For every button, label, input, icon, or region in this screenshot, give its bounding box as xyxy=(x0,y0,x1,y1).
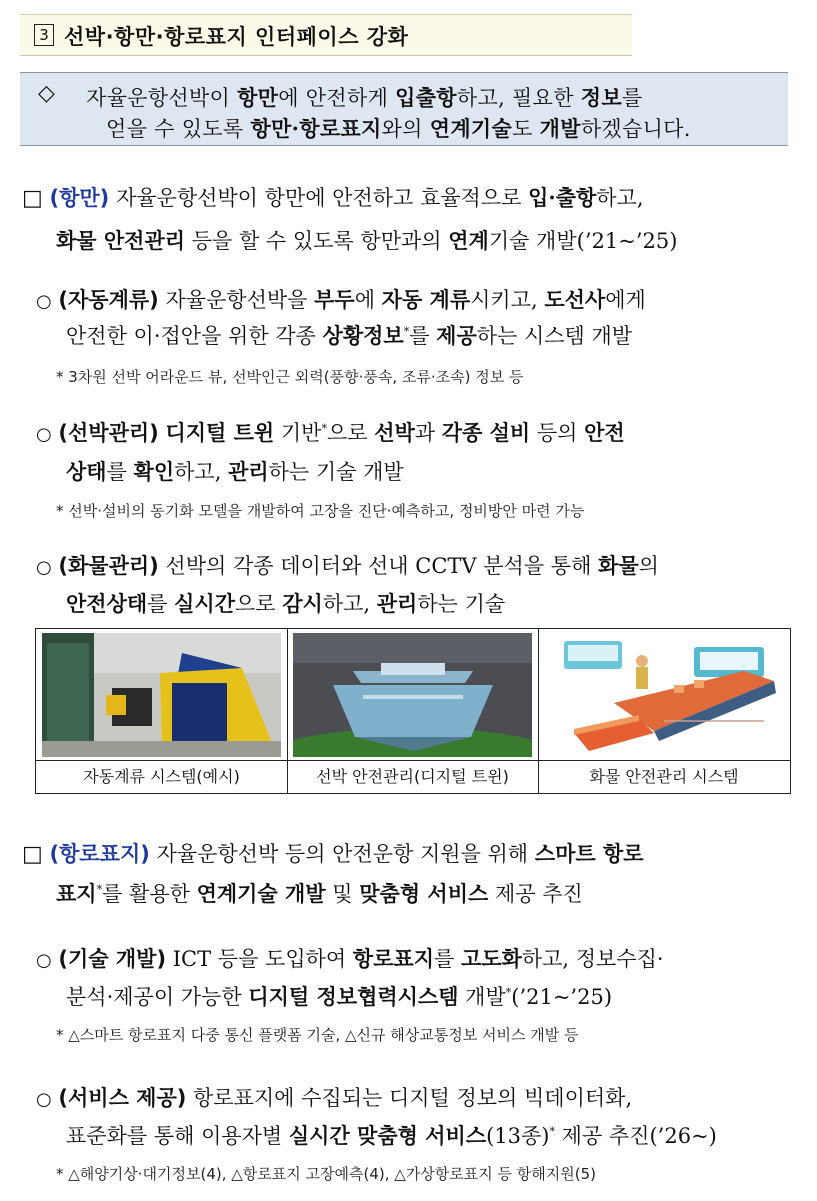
image-caption: 화물 안전관리 시스템 xyxy=(538,760,790,793)
aton-item-tech-line-2: 분석·제공이 가능한 디지털 정보협력시스템 개발*(’21~’25) xyxy=(66,984,613,1009)
port-item-ship-note: * 선박·설비의 동기화 모델을 개발하여 고장을 진단·예측하고, 정비방안 마련 가능 xyxy=(56,502,585,520)
port-item-cargo-line-2: 안전상태를 실시간으로 감시하고, 관리하는 기술 xyxy=(66,591,506,616)
image-table xyxy=(35,628,791,794)
section-title: 선박·항만·항로표지 인터페이스 강화 xyxy=(64,25,409,49)
aton-category-label: 항로표지 xyxy=(59,842,141,866)
image-cell-cargo xyxy=(538,629,790,793)
section-header xyxy=(20,14,632,56)
aton-item-service-line-1: ○ (서비스 제공) 항로표지에 수집되는 디지털 정보의 빅데이터화, xyxy=(36,1086,633,1110)
auto-mooring-photo xyxy=(42,633,281,757)
port-item-mooring-line-2: 안전한 이·접안을 위한 각종 상황정보*를 제공하는 시스템 개발 xyxy=(66,323,633,348)
port-heading-line-2: 화물 안전관리 등을 할 수 있도록 항만과의 연계기술 개발(’21~’25) xyxy=(56,228,678,253)
image-caption: 자동계류 시스템(예시) xyxy=(36,760,287,793)
image-caption: 선박 안전관리(디지털 트윈) xyxy=(287,760,538,793)
aton-item-tech-line-1: ○ (기술 개발) ICT 등을 도입하여 항로표지를 고도화하고, 정보수집· xyxy=(36,946,664,971)
port-item-mooring-line-1: ○ (자동계류) 자율운항선박을 부두에 자동 계류시키고, 도선사에게 xyxy=(36,287,646,312)
checkbox-square-icon: □ xyxy=(22,186,43,211)
cargo-safety-illustration xyxy=(544,633,784,757)
image-cell-mooring xyxy=(36,629,288,793)
summary-box xyxy=(20,72,788,146)
port-heading-line-1: □ (항만) 자율운항선박이 항만에 안전하고 효율적으로 입·출항하고, xyxy=(22,185,644,211)
ship-digital-twin-image xyxy=(293,633,532,757)
diamond-icon: ◇ xyxy=(38,81,55,106)
aton-heading-line-2: 표지*를 활용한 연계기술 개발 및 맞춤형 서비스 제공 추진 xyxy=(56,881,583,906)
aton-item-service-line-2: 표준화를 통해 이용자별 실시간 맞춤형 서비스(13종)* 제공 추진(’26~) xyxy=(66,1123,717,1148)
summary-line-2: 얻을 수 있도록 항만·항로표지와의 연계기술도 개발하겠습니다. xyxy=(106,116,691,141)
port-item-cargo-line-1: ○ (화물관리) 선박의 각종 데이터와 선내 CCTV 분석을 통해 화물의 xyxy=(36,553,659,578)
aton-item-service-note: * △해양기상·대기정보(4), △항로표지 고장예측(4), △가상항로표지 등 항해지원(5) xyxy=(56,1165,596,1183)
port-item-mooring-note: * 3차원 선박 어라운드 뷰, 선박인근 외력(풍향·풍속, 조류·조속) 정보 등 xyxy=(56,368,524,386)
circle-bullet-icon: ○ xyxy=(36,291,52,312)
circle-bullet-icon: ○ xyxy=(36,424,52,445)
section-number: 3 xyxy=(34,24,54,46)
image-cell-ship xyxy=(287,629,539,793)
aton-heading-line-1: □ (항로표지) 자율운항선박 등의 안전운항 지원을 위해 스마트 항로 xyxy=(22,841,644,867)
circle-bullet-icon: ○ xyxy=(36,1089,52,1110)
port-item-ship-line-1: ○ (선박관리) 디지털 트윈 기반*으로 선박과 각종 설비 등의 안전 xyxy=(36,420,625,445)
circle-bullet-icon: ○ xyxy=(36,557,52,578)
circle-bullet-icon: ○ xyxy=(36,950,52,971)
port-item-ship-line-2: 상태를 확인하고, 관리하는 기술 개발 xyxy=(66,459,404,484)
port-category-label: 항만 xyxy=(59,186,100,210)
aton-item-tech-note: * △스마트 항로표지 다중 통신 플랫폼 기술, △신규 해상교통정보 서비스 개발 등 xyxy=(56,1026,579,1044)
summary-line-1: 자율운항선박이 항만에 안전하게 입출항하고, 필요한 정보를 xyxy=(86,85,643,110)
checkbox-square-icon: □ xyxy=(22,842,43,867)
